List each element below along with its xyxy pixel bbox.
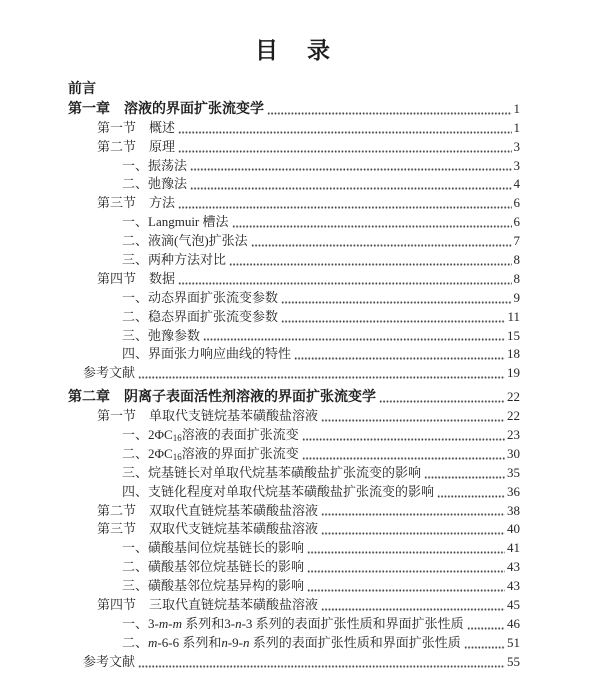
page-number: 3	[513, 138, 520, 154]
dotted-leader	[232, 225, 512, 228]
dotted-leader	[307, 589, 505, 592]
dotted-leader	[281, 301, 511, 304]
page-number: 3	[513, 157, 520, 173]
toc-entry-label: 一、Langmuir 槽法	[122, 214, 229, 230]
toc-entry[interactable]	[68, 213, 520, 232]
page-number: 43	[507, 578, 520, 594]
page-number: 8	[513, 252, 520, 268]
dotted-leader	[229, 263, 511, 266]
page-number: 22	[507, 408, 520, 424]
toc-entry[interactable]	[68, 157, 520, 176]
toc-entry[interactable]	[68, 539, 520, 558]
dotted-leader	[138, 376, 505, 379]
page-number: 46	[507, 615, 520, 631]
toc-entry[interactable]	[68, 232, 520, 251]
toc-entry-label: 第三节 双取代支链烷基苯磺酸盐溶液	[97, 521, 319, 537]
toc-entry[interactable]	[68, 653, 520, 672]
dotted-leader	[138, 665, 505, 668]
dotted-leader	[302, 457, 505, 460]
toc-entry[interactable]	[68, 194, 520, 213]
toc-entry-label: 二、稳态界面扩张流变参数	[122, 308, 279, 324]
toc-entry[interactable]	[68, 596, 520, 615]
toc-entry-label: 四、支链化程度对单取代烷基苯磺酸盐扩张流变的影响	[122, 483, 435, 499]
page-number: 36	[507, 483, 520, 499]
dotted-leader	[379, 400, 505, 403]
dotted-leader	[321, 419, 505, 422]
dotted-leader	[321, 513, 505, 516]
toc-entry[interactable]	[68, 138, 520, 157]
toc-entry[interactable]	[68, 502, 520, 521]
toc-entry-label: 前言	[68, 82, 96, 97]
dotted-leader	[321, 608, 505, 611]
dotted-leader	[178, 131, 511, 134]
page-number: 38	[507, 502, 520, 518]
toc-entry[interactable]	[68, 289, 520, 308]
toc-entry-label: 二、$2\Phi C_{16}$溶液的界面扩张流变	[122, 445, 299, 462]
page-number: 55	[507, 653, 520, 669]
toc-entry[interactable]	[68, 345, 520, 364]
page-number: 11	[507, 308, 520, 324]
page-number: 6	[513, 214, 520, 230]
toc-entry-label: 第四节 数据	[97, 270, 176, 286]
toc-entry-label: 一、3-m-m 系列和3-n-3 系列的表面扩张性质和界面扩张性质	[122, 615, 464, 631]
page-number: 22	[507, 389, 520, 405]
page-number: 45	[507, 597, 520, 613]
page-number: 6	[513, 195, 520, 211]
toc-entry-label: 第一章 溶液的界面扩张流变学	[68, 101, 264, 117]
dotted-leader	[203, 338, 505, 341]
page-title: 目 录	[255, 38, 333, 63]
toc-entry-label: 第三节 方法	[97, 195, 176, 211]
dotted-leader	[178, 206, 511, 209]
page-number: 15	[507, 327, 520, 343]
dotted-leader	[307, 551, 505, 554]
dotted-leader	[178, 150, 511, 153]
toc-entry[interactable]	[68, 364, 520, 383]
toc-entry[interactable]	[68, 308, 520, 327]
toc-entry[interactable]	[68, 558, 520, 577]
toc-entry-label: 二、弛豫法	[122, 176, 188, 192]
page-number: 43	[507, 559, 520, 575]
dotted-leader	[321, 532, 505, 535]
toc-entry-label: 三、两种方法对比	[122, 252, 227, 268]
dotted-leader	[467, 627, 505, 630]
dotted-leader	[190, 187, 511, 190]
toc-entry-label: 第一节 概述	[97, 119, 176, 135]
toc-list	[68, 81, 520, 672]
dotted-leader	[294, 357, 505, 360]
toc-entry[interactable]	[68, 100, 520, 119]
dotted-leader	[281, 320, 505, 323]
toc-entry[interactable]	[68, 483, 520, 502]
page-number: 41	[507, 540, 520, 556]
toc-entry[interactable]	[68, 464, 520, 483]
page-number: 7	[513, 233, 520, 249]
toc-entry-label: 三、烷基链长对单取代烷基苯磺酸盐扩张流变的影响	[122, 464, 422, 480]
dotted-leader	[424, 476, 505, 479]
page-number: 30	[507, 445, 520, 461]
dotted-leader	[190, 168, 511, 171]
toc-entry-label: 二、液滴(气泡)扩张法	[122, 233, 248, 249]
toc-entry[interactable]	[68, 270, 520, 289]
toc-entry[interactable]	[68, 577, 520, 596]
toc-entry-label: 参考文献	[83, 365, 136, 381]
toc-entry[interactable]	[68, 634, 520, 653]
toc-entry-label: 一、振荡法	[122, 157, 188, 173]
page-number: 19	[507, 365, 520, 381]
dotted-leader	[178, 282, 511, 285]
toc-entry[interactable]	[68, 175, 520, 194]
page-number: 1	[513, 119, 520, 135]
dotted-leader	[307, 570, 505, 573]
toc-entry-label: 第四节 三取代直链烷基苯磺酸盐溶液	[97, 597, 319, 613]
toc-entry-label: 三、磺酸基邻位烷基异构的影响	[122, 578, 305, 594]
toc-entry[interactable]	[68, 520, 520, 539]
toc-entry[interactable]	[68, 388, 520, 407]
toc-entry[interactable]	[68, 327, 520, 346]
page-number: 51	[507, 634, 520, 650]
toc-entry[interactable]	[68, 445, 520, 464]
dotted-leader	[267, 112, 512, 115]
page-number: 40	[507, 521, 520, 537]
dotted-leader	[251, 244, 512, 247]
toc-entry-label: 一、动态界面扩张流变参数	[122, 289, 279, 305]
page-number: 1	[513, 100, 520, 116]
toc-entry[interactable]	[68, 426, 520, 445]
toc-entry[interactable]	[68, 81, 520, 100]
page-number: 18	[507, 346, 520, 362]
toc-entry-label: 四、界面张力响应曲线的特性	[122, 346, 292, 362]
toc-entry[interactable]	[68, 615, 520, 634]
toc-entry-label: 第二节 双取代直链烷基苯磺酸盐溶液	[97, 502, 319, 518]
page-number: 23	[507, 427, 520, 443]
toc-entry-label: 第二节 原理	[97, 138, 176, 154]
toc-entry-label: 参考文献	[83, 653, 136, 669]
toc-entry-label: 三、弛豫参数	[122, 327, 201, 343]
page-number: 35	[507, 464, 520, 480]
toc-entry[interactable]	[68, 407, 520, 426]
toc-entry[interactable]	[68, 119, 520, 138]
toc-entry-label: 第二章 阴离子表面活性剂溶液的界面扩张流变学	[68, 390, 376, 406]
toc-entry-label: 二、m-6-6 系列和n-9-n 系列的表面扩张性质和界面扩张性质	[122, 634, 461, 650]
dotted-leader	[302, 438, 505, 441]
page-number: 8	[513, 270, 520, 286]
toc-entry-label: 二、磺酸基邻位烷基链长的影响	[122, 559, 305, 575]
toc-entry-label: 第一节 单取代支链烷基苯磺酸盐溶液	[97, 408, 319, 424]
toc-entry-label: 一、$2\Phi C_{16}$溶液的表面扩张流变	[122, 427, 299, 444]
toc-entry[interactable]	[68, 251, 520, 270]
dotted-leader	[464, 646, 505, 649]
toc-entry-label: 一、磺酸基间位烷基链长的影响	[122, 540, 305, 556]
page-number: 4	[513, 176, 520, 192]
page-number: 9	[513, 289, 520, 305]
dotted-leader	[437, 495, 505, 498]
